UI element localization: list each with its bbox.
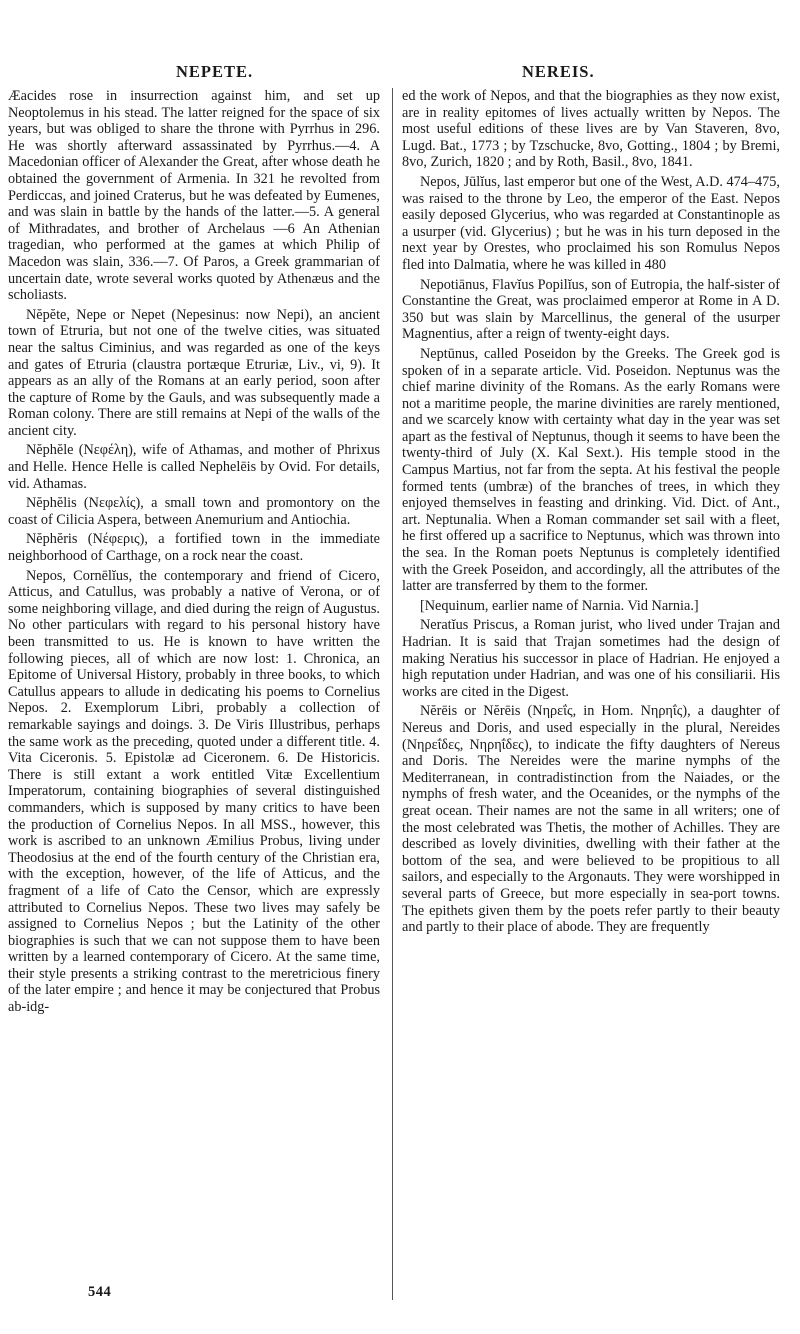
- entry-nepos-cornelius-continued: ed the work of Nepos, and that the biographies as they now exist, are in reality epitomes of lives actually written by Nepos. The most useful editions of these lives are by Van Staveren, 8vo, Lugd. Bat., 1773 ; by Tzschucke, 8vo, Gotting., 1804 ; by Bremi, 8vo, Zurich, 1820 ; and by Roth, Basil., 8vo, 1841.: [402, 88, 780, 171]
- entry-nepete: Nĕpĕte, Nepe or Nepet (Nepesinus: now Nepi), an ancient town of Etruria, but not one of the twelve cities, was situated near the saltus Ciminius, and was regarded as one of the keys and gates of Etruria (claustra portæque Etruriæ, Liv., vi, 9). It appears as an ally of the Romans at an early period, soon after the capture of Rome by the Gauls, and was subsequently made a Roman colony. There are still remains at Nepi of the walls of the ancient city.: [8, 306, 380, 439]
- entry-nepotianus: Nepotiānus, Flavĭus Popilĭus, son of Eutropia, the half-sister of Constantine the Great, was proclaimed emperor at Rome in A D. 350 but was slain by Marcellinus, the general of the usurper Magnentius, after a reign of twenty-eight days.: [402, 276, 780, 343]
- running-head-right: NEREIS.: [522, 62, 595, 81]
- entry-nequinum: [Nequinum, earlier name of Narnia. Vid Narnia.]: [420, 597, 699, 614]
- entry-neptunus: Neptūnus, called Poseidon by the Greeks. The Greek god is spoken of in a separate article. Vid. Poseidon. Neptunus was the chief marine divinity of the Romans. As the early Romans were not a maritime people, the marine divinities are rarely mentioned, and we scarcely know with certainty what day in the year was set apart as the festival of Neptunus, though it seems to have been the twenty-third of July (X. Kal Sext.). His temple stood in the Campus Martius, not far from the septa. At his festival the people formed tents (umbræ) of the branches of trees, in which they enjoyed themselves in feasting and drinking. Vid. Dict. of Ant., art. Neptunalia. When a Roman commander set sail with a fleet, he first offered up a sacrifice to Neptunus, which was thrown into the sea. In the Roman poets Neptunus is completely identified with the Greek Poseidon, and accordingly, all the attributes of the latter are transferred by them to the former.: [402, 345, 780, 595]
- left-column: [8, 88, 380, 1019]
- entry-nepheris: Nĕphĕris (Νέφερις), a fortified town in the immediate neighborhood of Carthage, on a rock near the coast.: [8, 531, 380, 565]
- entry-nereis: Nĕrēis or Nĕrēis (Νηρεΐς, in Hom. Νηρηΐς), a daughter of Nereus and Doris, and used especially in the plural, Nereides (Νηρεΐδες, Νηρηΐδες), to indicate the fifty daughters of Nereus and Doris. The Nereides were the marine nymphs of the Mediterranean, in contradistinction from the Naiades, or the nymphs of fresh water, and the Oceanides, or the nymphs of the great ocean. Their names are not the same in all writers; one of the most celebrated was Thetis, the mother of Achilles. They are described as lovely divinities, dwelling with their father at the bottom of the sea, and were believed to be propitious to all sailors, and especially to the Argonauts. They were worshipped in several parts of Greece, but more especially in sea-port towns. The epithets given them by the poets refer partly to their beauty and partly to their place of abode. They are frequently: [402, 703, 780, 936]
- running-head-left: NEPETE.: [176, 62, 254, 81]
- right-column: [402, 88, 780, 939]
- entry-nephele: Nĕphĕle (Νεφέλη), wife of Athamas, and mother of Phrixus and Helle. Hence Helle is called Nephelēis by Ovid. For details, vid. Athamas.: [8, 442, 380, 492]
- entry-neratius-priscus: Neratĭus Priscus, a Roman jurist, who lived under Trajan and Hadrian. It is said that Trajan sometimes had the design of making Neratius his successor in place of Hadrian. He enjoyed a high reputation under Hadrian, and was one of his consiliarii. His works are cited in the Digest.: [402, 617, 780, 700]
- entry-nepos-julius: Nepos, Jūlĭus, last emperor but one of the West, A.D. 474–475, was raised to the throne by Leo, the emperor of the East. Nepos easily deposed Glycerius, who was regarded at Constantinople as a usurper (vid. Glycerius) ; but he was in his turn deposed in the next year by Orestes, who proclaimed his son Romulus Nepos fled into Dalmatia, where he was killed in 480: [402, 173, 780, 273]
- entry-neoptolemus-continued: Æacides rose in insurrection against him, and set up Neoptolemus in his stead. The latter reigned for the space of six years, but was obliged to share the throne with Pyrrhus in 296. He was shortly afterward assassinated by Pyrrhus.—4. A Macedonian officer of Alexander the Great, after whose death he obtained the government of Armenia. In 321 he revolted from Perdiccas, and joined Craterus, but he was defeated by Eumenes, and was slain in battle by the hands of the latter.—5. A general of Mithradates, and brother of Archelaus —6 An Athenian tragedian, who performed at the games at which Philip of Macedon was slain, 336.—7. Of Paros, a Greek grammarian of uncertain date, wrote several works quoted by Athenæus and the scholiasts.: [8, 88, 380, 304]
- page-number: 544: [88, 1284, 112, 1300]
- entry-nepos-cornelius: Nepos, Cornēlĭus, the contemporary and friend of Cicero, Atticus, and Catullus, was probably a native of Verona, or of some neighboring village, and died during the reign of Augustus. No other particulars with regard to his personal history have been transmitted to us. He is known to have written the following pieces, all of which are now lost: 1. Chronica, an Epitome of Universal History, probably in three books, to which Catullus appears to allude in dedicating his poems to Cornelius Nepos. 2. Exemplorum Libri, probably a collection of remarkable sayings and doings. 3. De Viris Illustribus, perhaps the same work as the preceding, quoted under a different title. 4. Vita Ciceronis. 5. Epistolæ ad Ciceronem. 6. De Historicis. There is still extant a work entitled Vitæ Excellentium Imperatorum, containing biographies of several distinguished commanders, which is supposed by many critics to have been the production of Cornelius Nepos. In all MSS., however, this work is ascribed to an unknown Æmilius Probus, living under Theodosius at the end of the fourth century of the Christian era, with the exception, however, of the life of Atticus, and the fragment of a life of Cato the Censor, which are expressly attributed to Cornelius Nepos. These two lives may safely be assigned to Cornelius Nepos ; but the Latinity of the other biographies is such that we can not suppose them to have been written by a learned contemporary of Cicero. At the same time, their style presents a striking contrast to the meretricious finery of the later empire ; and hence it may be conjectured that Probus ab-idg-: [8, 567, 380, 1016]
- entry-nephelis: Nĕphĕlis (Νεφελίς), a small town and promontory on the coast of Cilicia Aspera, between Anemurium and Antiochia.: [8, 495, 380, 528]
- column-divider: [392, 88, 393, 1300]
